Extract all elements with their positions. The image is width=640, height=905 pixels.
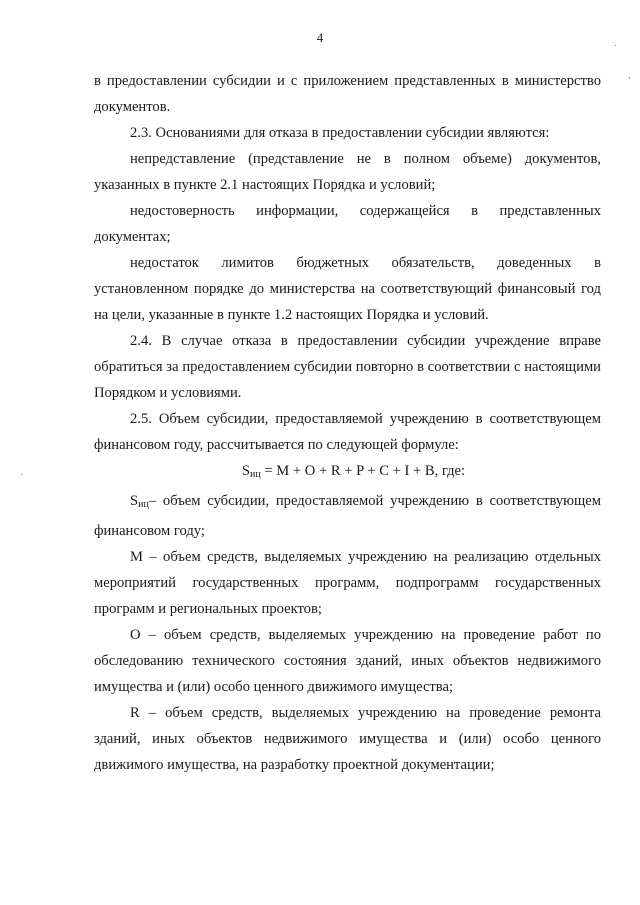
formula xyxy=(94,458,601,488)
definition-s-text: – объем субсидии, предоставляемой учреждению в соответствующем финансовом году; xyxy=(94,493,601,539)
formula-expression: = M + O + R + P + C + I + B, где: xyxy=(260,463,466,479)
document-body xyxy=(94,68,601,778)
definition-s-symbol: S xyxy=(130,493,139,509)
paragraph-reason-1: непредставление (представление не в полном объеме) документов, указанных в пункте 2.1 настоящих Порядка и условий; xyxy=(94,151,601,193)
page-number: 4 xyxy=(316,30,324,45)
formula-subscript: иц xyxy=(250,469,261,480)
scan-speck: . xyxy=(614,38,617,49)
paragraph-reason-2: недостоверность информации, содержащейся в представленных документах; xyxy=(94,203,601,245)
formula-symbol: S xyxy=(241,463,251,479)
definition-m: М – объем средств, выделяемых учреждению на реализацию отдельных мероприятий государственных программ, подпрограмм государственных программ и региональных проектов; xyxy=(94,549,601,617)
definition-s xyxy=(94,488,601,544)
scan-speck: , xyxy=(628,70,631,81)
paragraph-2-4: 2.4. В случае отказа в предоставлении субсидии учреждение вправе обратиться за предоставлением субсидии повторно в соответствии с настоящими Порядком и условиями. xyxy=(94,333,601,401)
paragraph-continuation: в предоставлении субсидии и с приложением представленных в министерство документов. xyxy=(94,73,601,115)
paragraph-2-3: 2.3. Основаниями для отказа в предоставлении субсидии являются: xyxy=(130,125,550,141)
definition-r: R – объем средств, выделяемых учреждению на проведение ремонта зданий, иных объектов недвижимого имущества и (или) особо ценного движимого имущества, на разработку проектной документации; xyxy=(94,705,601,773)
scan-speck: · xyxy=(20,470,24,481)
definition-o: О – объем средств, выделяемых учреждению на проведение работ по обследованию технического состояния зданий, иных объектов недвижимого имущества и (или) особо ценного движимого имущества; xyxy=(94,627,601,695)
paragraph-2-5: 2.5. Объем субсидии, предоставляемой учреждению в соответствующем финансовом году, рассчитывается по следующей формуле: xyxy=(94,411,601,453)
definition-s-subscript: иц xyxy=(138,499,149,510)
paragraph-reason-3: недостаток лимитов бюджетных обязательств, доведенных в установленном порядке до министерства на соответствующий финансовый год на цели, указанные в пункте 1.2 настоящих Порядка и условий. xyxy=(94,255,601,323)
